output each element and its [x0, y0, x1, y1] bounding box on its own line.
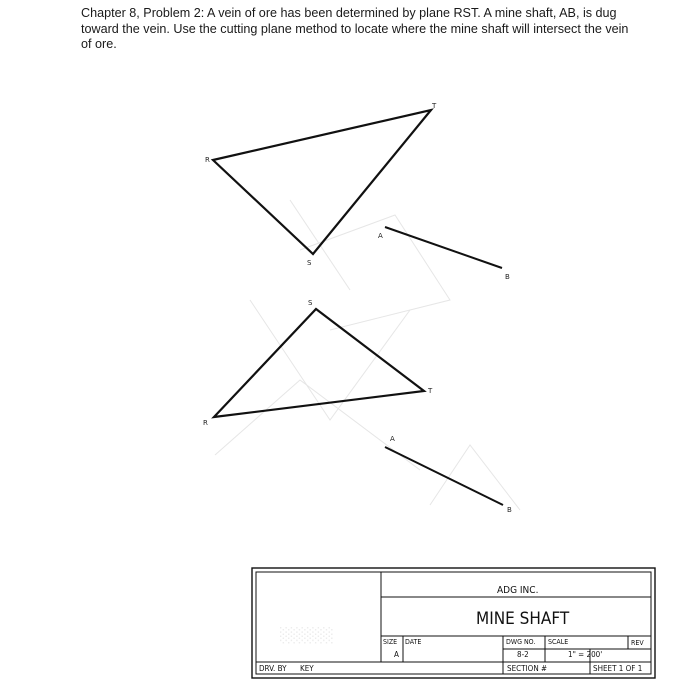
size-value: A	[394, 650, 399, 659]
top-view-label-b: B	[505, 273, 510, 281]
ghost-lines	[215, 200, 520, 510]
drawing-title: MINE SHAFT	[476, 609, 570, 629]
drawn-by-label: DRV. BY	[259, 664, 287, 673]
dwg-no-value: 8-2	[517, 650, 529, 659]
date-label: DATE	[405, 638, 422, 646]
front-view-label-r: R	[203, 419, 208, 427]
front-view-shaft-ab	[385, 447, 503, 505]
title-block-ghost-mark: ░░░░░	[280, 628, 334, 644]
top-view-label-r: R	[205, 156, 210, 164]
section-label: SECTION #	[507, 664, 548, 673]
scale-value: 1" = 200'	[568, 650, 603, 659]
top-view	[205, 102, 510, 281]
front-view-label-a: A	[390, 435, 395, 443]
top-view-label-s: S	[307, 259, 312, 267]
top-view-label-t: T	[432, 102, 437, 110]
top-view-label-a: A	[378, 232, 383, 240]
rev-label: REV	[631, 639, 644, 647]
dwg-no-label: DWG NO.	[506, 638, 536, 646]
title-block	[252, 568, 655, 678]
sheet-label: SHEET 1 OF 1	[593, 664, 643, 673]
front-view-label-s: S	[308, 299, 313, 307]
front-view-label-b: B	[507, 506, 512, 514]
problem-statement: Chapter 8, Problem 2: A vein of ore has been determined by plane RST. A mine shaft, AB, is dug toward the vein. Use the cutting plane method to locate where the mine shaft will intersect the vein of ore.	[81, 6, 629, 51]
front-view-plane-rst	[214, 309, 424, 417]
scale-label: SCALE	[548, 638, 569, 646]
drawn-by-value: KEY	[300, 664, 314, 673]
front-view-label-t: T	[428, 387, 433, 395]
size-label: SIZE	[383, 638, 398, 646]
front-view	[203, 299, 512, 514]
company-name: ADG INC.	[497, 585, 539, 596]
top-view-shaft-ab	[385, 227, 502, 268]
